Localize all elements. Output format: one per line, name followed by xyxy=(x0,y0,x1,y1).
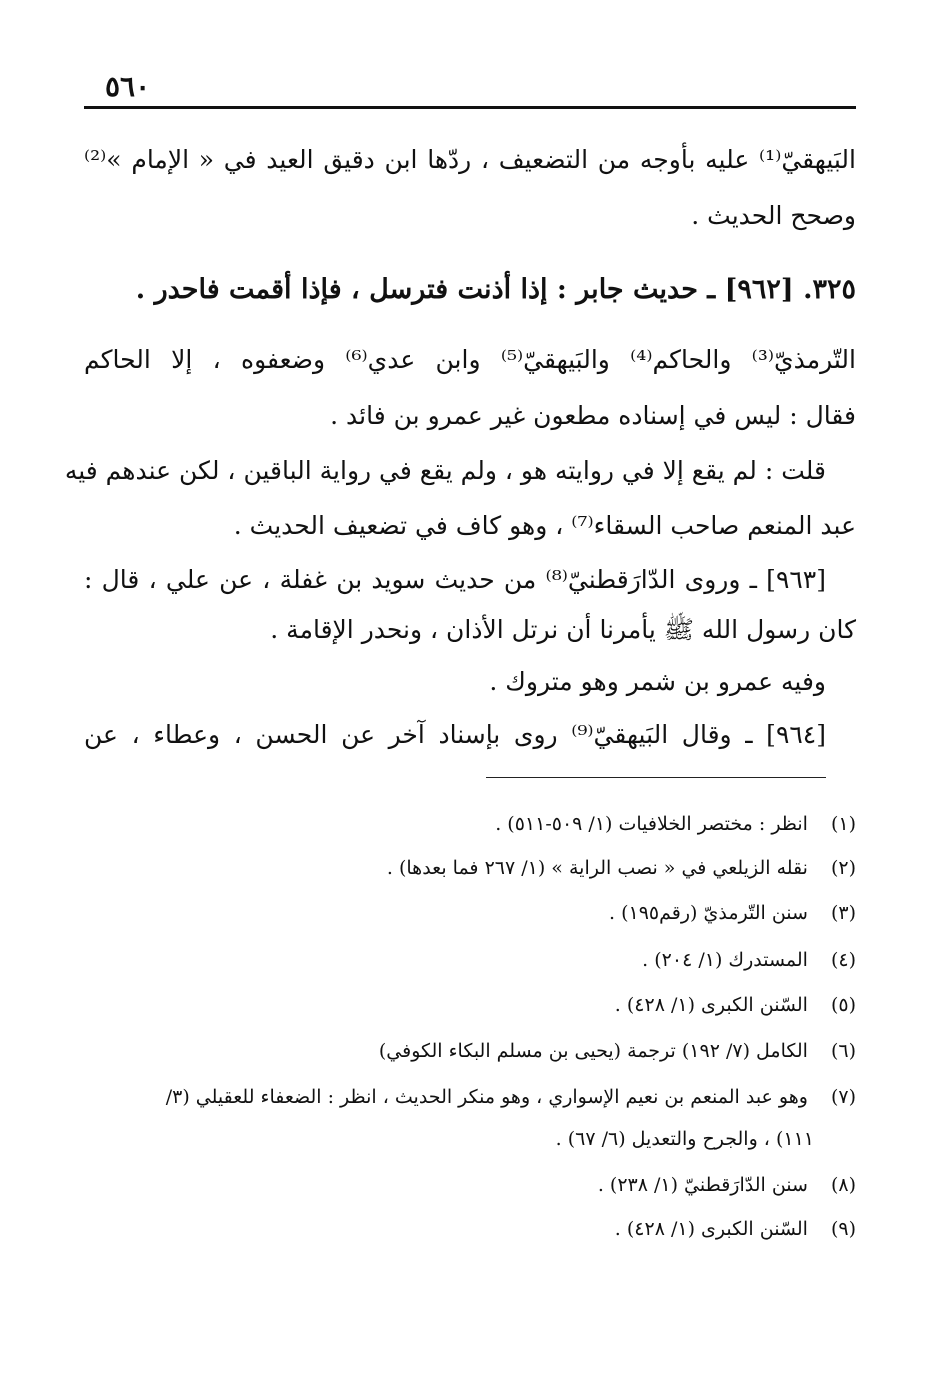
footnote-number: (٤) xyxy=(830,949,856,971)
text-line: وصحح الحديث . xyxy=(691,201,856,230)
text-line: [٩٦٤] ـ وقال البَيهقيّ⁽⁹⁾ روى بإسناد آخر عن الحسن ، وعطاء ، عن xyxy=(84,720,826,749)
footnote-number: (٩) xyxy=(830,1218,856,1240)
header-rule xyxy=(84,106,856,109)
footnote xyxy=(84,1212,856,1248)
footnote xyxy=(84,851,856,887)
footnote xyxy=(84,807,856,843)
text-line: كان رسول الله ﷺ يأمرنا أن نرتل الأذان ، ونحدر الإقامة . xyxy=(270,615,856,644)
footnote-text: انظر : مختصر الخلافيات (١/ ٥٠٩-٥١١) . xyxy=(495,813,808,835)
hadith-heading: ٣٢٥. [٩٦٢] ـ حديث جابر : إذا أذنت فترسل ، فإذا أقمت فاحدر . xyxy=(135,274,856,305)
footnote-text: الكامل (٧/ ١٩٢) ترجمة (يحيى بن مسلم البكاء الكوفي) xyxy=(378,1040,808,1062)
footnote-continuation: ١١١) ، والجرح والتعديل (٦/ ٦٧) . xyxy=(555,1128,814,1150)
footnote-separator xyxy=(486,777,826,778)
footnote xyxy=(84,896,856,932)
footnote-number: (٦) xyxy=(830,1040,856,1062)
footnote xyxy=(84,988,856,1024)
footnote-number: (٧) xyxy=(830,1086,856,1108)
footnote xyxy=(84,943,856,979)
page-number: ٥٦٠ xyxy=(105,70,151,103)
text-line: قلت : لم يقع إلا في روايته هو ، ولم يقع في رواية الباقين ، لكن عندهم فيه xyxy=(64,456,826,485)
footnote xyxy=(84,1034,856,1070)
footnote xyxy=(84,1168,856,1204)
footnote-text: السّنن الكبرى (١/ ٤٢٨) . xyxy=(614,994,808,1016)
footnote-text: سنن التّرمذيّ (رقم١٩٥) . xyxy=(609,902,808,924)
footnote-number: (٥) xyxy=(830,994,856,1016)
footnote xyxy=(84,1080,856,1116)
footnote-number: (٨) xyxy=(830,1174,856,1196)
text-line: التّرمذيّ⁽³⁾ والحاكم⁽⁴⁾ والبَيهقيّ⁽⁵⁾ وابن عدي⁽⁶⁾ وضعفوه ، إلا الحاكم xyxy=(84,345,856,374)
footnote-text: وهو عبد المنعم بن نعيم الإسواري ، وهو منكر الحديث ، انظر : الضعفاء للعقيلي (٣/ xyxy=(165,1086,808,1108)
footnote-number: (٢) xyxy=(830,857,856,879)
footnote-number: (١) xyxy=(830,813,856,835)
footnote-number: (٣) xyxy=(830,902,856,924)
footnote-text: المستدرك (١/ ٢٠٤) . xyxy=(642,949,808,971)
text-line: عبد المنعم صاحب السقاء⁽⁷⁾ ، وهو كاف في تضعيف الحديث . xyxy=(233,511,856,540)
text-line: البَيهقيّ⁽¹⁾ عليه بأوجه من التضعيف ، ردّها ابن دقيق العيد في « الإمام »⁽²⁾ xyxy=(84,145,856,174)
footnote-text: نقله الزيلعي في « نصب الراية » (١/ ٢٦٧ فما بعدها) . xyxy=(386,857,808,879)
text-line: [٩٦٣] ـ وروى الدّارَقطنيّ⁽⁸⁾ من حديث سويد بن غفلة ، عن علي ، قال : xyxy=(84,565,826,594)
text-line: وفيه عمرو بن شمر وهو متروك . xyxy=(489,667,826,696)
text-line: فقال : ليس في إسناده مطعون غير عمرو بن فائد . xyxy=(330,401,856,430)
footnote-text: سنن الدّارَقطنيّ (١/ ٢٣٨) . xyxy=(597,1174,808,1196)
footnote-text: السّنن الكبرى (١/ ٤٢٨) . xyxy=(614,1218,808,1240)
